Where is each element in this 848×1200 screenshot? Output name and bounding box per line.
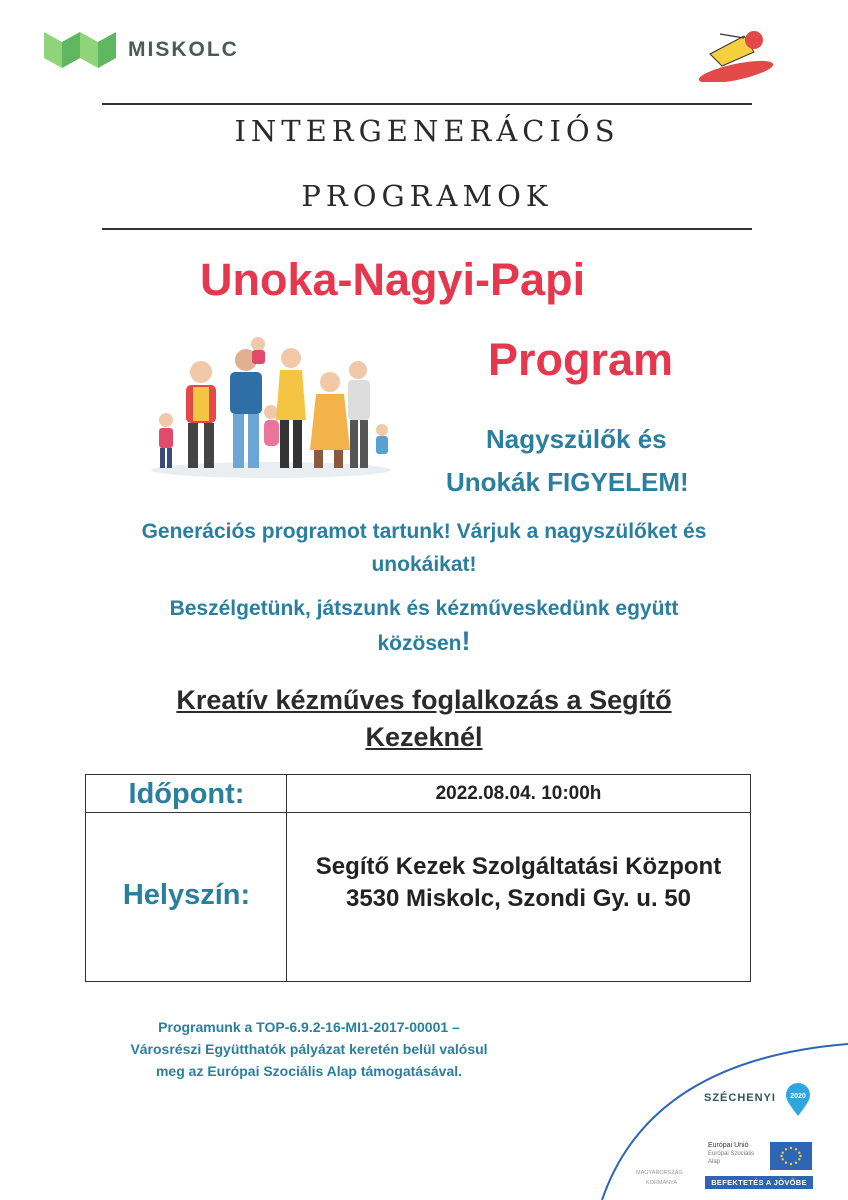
invitation-line-1: Generációs programot tartunk! Várjuk a nagyszülőket és bbox=[141, 520, 707, 543]
venue-name: Segítő Kezek Szolgáltatási Központ bbox=[315, 853, 722, 880]
eu-name-line-2: Európai Szociális bbox=[708, 1151, 755, 1157]
activity-title-line-1: Kreatív kézműves foglalkozás a Segítő bbox=[176, 685, 672, 715]
ministry-line-2: KORMÁNYA bbox=[646, 1180, 678, 1186]
subtitle-line-1: Nagyszülők és bbox=[486, 424, 667, 454]
funding-note-line-3: meg az Európai Szociális Alap támogatásával. bbox=[155, 1063, 463, 1079]
activities-line-1: Beszélgetünk, játszunk és kézműveskedünk együtt bbox=[169, 597, 679, 620]
activity-title-line-2: Kezeknél bbox=[365, 722, 483, 752]
activities-paragraph bbox=[100, 592, 748, 660]
event-info-table bbox=[85, 774, 751, 982]
location-pin-icon bbox=[784, 1083, 812, 1117]
date-label-cell bbox=[86, 775, 287, 813]
szechenyi-logo-text: SZÉCHENYI bbox=[704, 1092, 776, 1104]
invest-banner: BEFEKTETÉS A JÖVŐBE bbox=[705, 1176, 813, 1189]
program-title-line-2: Program bbox=[488, 334, 674, 385]
invitation-paragraph bbox=[100, 515, 748, 581]
ministry-line-1: MAGYARORSZÁG bbox=[636, 1170, 683, 1176]
exclamation-mark: ! bbox=[461, 626, 471, 656]
activities-line-2 bbox=[100, 625, 748, 660]
date-value: 2022.08.04. 10:00h bbox=[435, 783, 602, 804]
miskolc-logo-icon bbox=[44, 28, 116, 72]
eu-flag-icon bbox=[770, 1142, 812, 1170]
funding-note-line-2: Városrészi Együtthatók pályázat keretén belül valósul bbox=[130, 1041, 488, 1057]
venue-address: 3530 Miskolc, Szondi Gy. u. 50 bbox=[345, 885, 691, 912]
funding-note-line-1: Programunk a TOP-6.9.2-16-MI1-2017-00001 – bbox=[158, 1019, 460, 1035]
date-label: Időpont: bbox=[128, 778, 245, 810]
family-illustration-icon bbox=[146, 330, 396, 480]
invitation-line-2: unokáikat! bbox=[371, 553, 477, 576]
szechenyi-year: 2020 bbox=[790, 1093, 806, 1100]
venue-label: Helyszín: bbox=[122, 879, 251, 911]
city-name: MISKOLC bbox=[128, 38, 239, 61]
eu-name-line-1: Európai Unió bbox=[708, 1142, 749, 1149]
heading-line-2: PROGRAMOK bbox=[301, 179, 553, 213]
date-value-cell bbox=[287, 775, 750, 813]
subtitle-line-2: Unokák FIGYELEM! bbox=[446, 467, 689, 497]
activities-line-2-text: közösen bbox=[377, 632, 462, 655]
venue-label-cell bbox=[86, 813, 287, 981]
venue-value-cell bbox=[287, 813, 750, 981]
program-title-line-1: Unoka-Nagyi-Papi bbox=[200, 254, 586, 305]
top-rule bbox=[102, 103, 752, 105]
hands-logo-icon bbox=[692, 26, 776, 82]
bottom-rule bbox=[102, 228, 752, 230]
heading-line-1: INTERGENERÁCIÓS bbox=[234, 114, 620, 148]
eu-name-line-3: Alap bbox=[708, 1159, 721, 1165]
